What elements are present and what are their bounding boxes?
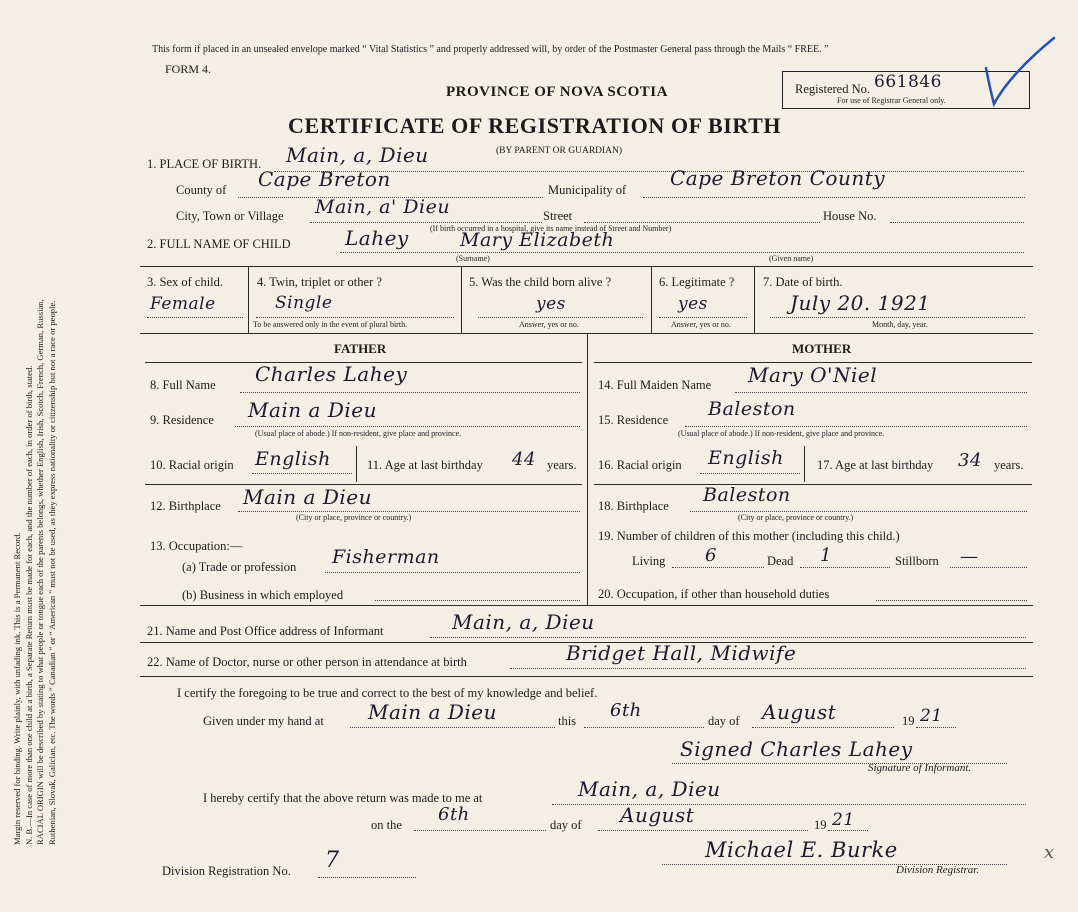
alive-value: yes bbox=[536, 294, 566, 314]
mother-name-label: 14. Full Maiden Name bbox=[598, 378, 712, 392]
this-label: this bbox=[558, 714, 577, 728]
twin-note: To be answered only in the event of plural birth. bbox=[253, 320, 408, 329]
informant-value: Main, a, Dieu bbox=[452, 610, 595, 634]
place-label: 1. PLACE OF BIRTH. bbox=[147, 157, 262, 171]
child-name-label: 2. FULL NAME OF CHILD bbox=[147, 237, 291, 251]
father-name-value: Charles Lahey bbox=[255, 362, 408, 386]
father-business-label: (b) Business in which employed bbox=[182, 588, 344, 602]
registrar-caption: Division Registrar. bbox=[896, 864, 980, 876]
given-day-label: day of bbox=[708, 714, 740, 728]
registrar-signature: Michael E. Burke bbox=[705, 838, 898, 862]
hospital-note: (If birth occurred in a hospital, give its name instead of Street and Number) bbox=[430, 224, 672, 233]
margin-note-line: Ruthenian, Slovak, Galician, etc. The words “ Canadian ” or “ American ” must not be used, as they express nationality or citizenship but not a race or people. bbox=[46, 300, 57, 845]
city-label: City, Town or Village bbox=[176, 209, 284, 223]
form-number: FORM 4. bbox=[165, 62, 212, 76]
registered-note: For use of Registrar General only. bbox=[837, 96, 946, 105]
alive-label: 5. Was the child born alive ? bbox=[469, 275, 612, 289]
mother-age-value: 34 bbox=[958, 450, 982, 471]
mother-birthplace-note: (City or place, province or country.) bbox=[738, 513, 854, 522]
father-age-value: 44 bbox=[512, 449, 536, 470]
mother-racial-label: 16. Racial origin bbox=[598, 458, 682, 472]
mother-birthplace-value: Baleston bbox=[703, 484, 791, 506]
mother-name-value: Mary O'Niel bbox=[748, 363, 878, 387]
signature-caption: Signature of Informant. bbox=[868, 762, 972, 774]
page-title: CERTIFICATE OF REGISTRATION OF BIRTH bbox=[288, 113, 782, 138]
mother-residence-note: (Usual place of abode.) If non-resident, give place and province. bbox=[678, 429, 885, 438]
stillborn-label: Stillborn bbox=[895, 554, 939, 568]
mother-residence-value: Baleston bbox=[708, 398, 796, 420]
mother-racial-value: English bbox=[708, 447, 784, 469]
alive-note: Answer, yes or no. bbox=[519, 320, 579, 329]
mother-age-unit: years. bbox=[994, 458, 1024, 472]
doctor-label: 22. Name of Doctor, nurse or other person in attendance at birth bbox=[147, 655, 467, 669]
dob-label: 7. Date of birth. bbox=[763, 275, 843, 289]
given-caption: (Given name) bbox=[769, 254, 814, 263]
registrar-month: August bbox=[620, 803, 695, 827]
registered-label: Registered No. bbox=[795, 82, 870, 96]
dead-value: 1 bbox=[820, 545, 832, 566]
legitimate-note: Answer, yes or no. bbox=[671, 320, 731, 329]
father-birthplace-note: (City or place, province or country.) bbox=[296, 513, 412, 522]
municipality-value: Cape Breton County bbox=[670, 166, 886, 190]
registrar-day: 6th bbox=[438, 804, 470, 825]
given-month: August bbox=[762, 700, 837, 724]
father-heading: FATHER bbox=[334, 341, 387, 356]
check-mark-icon bbox=[980, 34, 1060, 108]
municipality-label: Municipality of bbox=[548, 183, 627, 197]
dob-note: Month, day, year. bbox=[872, 320, 928, 329]
given-year-prefix: 19 bbox=[902, 714, 915, 728]
doctor-value: Bridget Hall, Midwife bbox=[566, 641, 797, 665]
living-value: 6 bbox=[705, 545, 717, 566]
stillborn-value: — bbox=[960, 546, 979, 567]
mother-occupation-label: 20. Occupation, if other than household duties bbox=[598, 587, 830, 601]
given-label: Given under my hand at bbox=[203, 714, 324, 728]
city-value: Main, a' Dieu bbox=[315, 196, 451, 218]
twin-value: Single bbox=[275, 293, 333, 313]
province-heading: PROVINCE OF NOVA SCOTIA bbox=[446, 84, 668, 100]
county-value: Cape Breton bbox=[258, 167, 391, 191]
registrar-year-prefix: 19 bbox=[814, 818, 827, 832]
margin-note-line: Margin reserved for binding. Write plainly, with unfading ink. This is a Permanent Record. bbox=[12, 532, 22, 845]
given-year: 21 bbox=[920, 706, 943, 726]
mother-age-label: 17. Age at last birthday bbox=[817, 458, 934, 472]
margin-instructions bbox=[12, 65, 58, 845]
father-residence-note: (Usual place of abode.) If non-resident, give place and province. bbox=[255, 429, 462, 438]
given-day: 6th bbox=[610, 700, 642, 721]
informant-signature: Signed Charles Lahey bbox=[680, 737, 913, 761]
father-age-unit: years. bbox=[547, 458, 577, 472]
mother-birthplace-label: 18. Birthplace bbox=[598, 499, 669, 513]
sex-value: Female bbox=[150, 294, 216, 314]
county-label: County of bbox=[176, 183, 227, 197]
division-value: 7 bbox=[325, 848, 340, 873]
on-the-label: on the bbox=[371, 818, 402, 832]
surname-caption: (Surname) bbox=[456, 254, 490, 263]
registrar-place: Main, a, Dieu bbox=[578, 777, 721, 801]
street-label: Street bbox=[543, 209, 573, 223]
registrar-year: 21 bbox=[832, 810, 855, 830]
place-value: Main, a, Dieu bbox=[286, 143, 429, 167]
informant-label: 21. Name and Post Office address of Informant bbox=[147, 624, 384, 638]
margin-note-line: RACIAL ORIGIN will be described by stating to what people or tongue each of the parents belongs, whether English, Irish, Scotch, French, German, Russian, bbox=[35, 299, 45, 845]
legitimate-label: 6. Legitimate ? bbox=[659, 275, 735, 289]
mail-notice: This form if placed in an unsealed envelope marked “ Vital Statistics ” and properly addressed will, by order of the Postmaster General pass through the Mails “ FREE. ” bbox=[152, 44, 829, 55]
mother-children-label: 19. Number of children of this mother (including this child.) bbox=[598, 529, 900, 543]
given-place: Main a Dieu bbox=[368, 700, 497, 724]
registrar-day-label: day of bbox=[550, 818, 582, 832]
house-label: House No. bbox=[823, 209, 877, 223]
father-residence-value: Main a Dieu bbox=[248, 398, 377, 422]
father-occupation-label: 13. Occupation:— bbox=[150, 539, 243, 553]
father-residence-label: 9. Residence bbox=[150, 413, 214, 427]
living-label: Living bbox=[632, 554, 666, 568]
subtitle: (BY PARENT OR GUARDIAN) bbox=[496, 146, 623, 156]
father-trade-value: Fisherman bbox=[332, 546, 440, 568]
legitimate-value: yes bbox=[678, 294, 708, 314]
division-label: Division Registration No. bbox=[162, 864, 291, 878]
father-age-label: 11. Age at last birthday bbox=[367, 458, 483, 472]
father-racial-value: English bbox=[255, 448, 331, 470]
father-birthplace-value: Main a Dieu bbox=[243, 485, 372, 509]
twin-label: 4. Twin, triplet or other ? bbox=[257, 275, 382, 289]
x-mark: x bbox=[1044, 842, 1055, 863]
registered-number: 661846 bbox=[874, 72, 942, 92]
mother-residence-label: 15. Residence bbox=[598, 413, 669, 427]
father-name-label: 8. Full Name bbox=[150, 378, 216, 392]
father-birthplace-label: 12. Birthplace bbox=[150, 499, 221, 513]
father-trade-label: (a) Trade or profession bbox=[182, 560, 297, 574]
margin-note-line: N. B.—In case of more than one child at a birth, a Separate Return must be made for each, and the number of each, in order of birth, stated. bbox=[23, 365, 34, 845]
sex-label: 3. Sex of child. bbox=[147, 275, 224, 289]
child-surname: Lahey bbox=[345, 226, 409, 250]
dob-value: July 20. 1921 bbox=[790, 291, 931, 315]
mother-heading: MOTHER bbox=[792, 341, 852, 356]
child-given-name: Mary Elizabeth bbox=[460, 229, 615, 251]
father-racial-label: 10. Racial origin bbox=[150, 458, 234, 472]
dead-label: Dead bbox=[767, 554, 794, 568]
registrar-certify: I hereby certify that the above return was made to me at bbox=[203, 791, 483, 805]
certify-statement: I certify the foregoing to be true and correct to the best of my knowledge and belief. bbox=[177, 686, 598, 700]
